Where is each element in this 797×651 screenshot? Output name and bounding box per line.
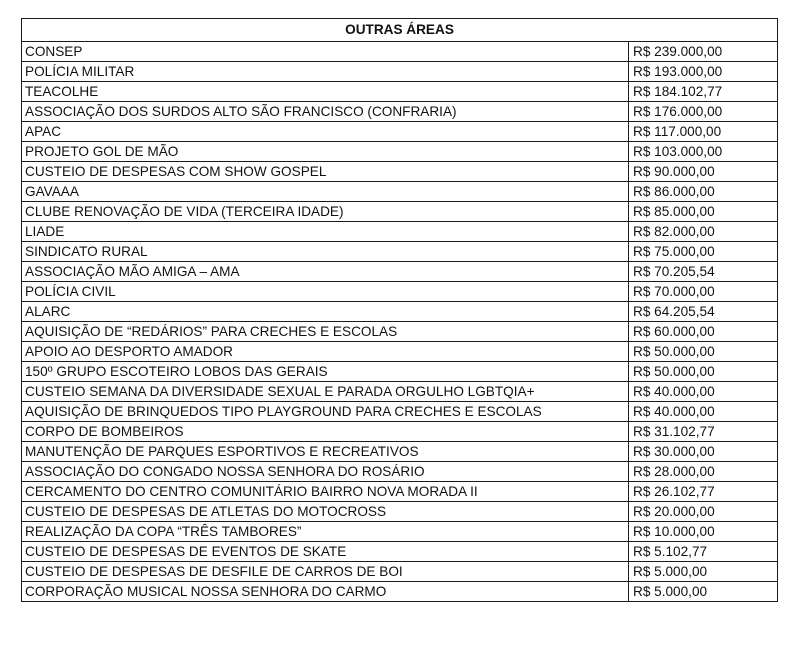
area-name: CERCAMENTO DO CENTRO COMUNITÁRIO BAIRRO NOVA MORADA II bbox=[22, 482, 629, 502]
area-name: CUSTEIO DE DESPESAS DE DESFILE DE CARROS DE BOI bbox=[22, 562, 629, 582]
area-value: R$ 64.205,54 bbox=[629, 302, 778, 322]
area-name: MANUTENÇÃO DE PARQUES ESPORTIVOS E RECREATIVOS bbox=[22, 442, 629, 462]
table-row bbox=[22, 42, 778, 62]
area-value: R$ 75.000,00 bbox=[629, 242, 778, 262]
table-row bbox=[22, 182, 778, 202]
table-row bbox=[22, 322, 778, 342]
table-body bbox=[22, 42, 778, 602]
table-row bbox=[22, 562, 778, 582]
area-value: R$ 85.000,00 bbox=[629, 202, 778, 222]
area-name: POLÍCIA CIVIL bbox=[22, 282, 629, 302]
table-row bbox=[22, 62, 778, 82]
table-row bbox=[22, 302, 778, 322]
area-name: CUSTEIO SEMANA DA DIVERSIDADE SEXUAL E PARADA ORGULHO LGBTQIA+ bbox=[22, 382, 629, 402]
area-name: CUSTEIO DE DESPESAS DE ATLETAS DO MOTOCROSS bbox=[22, 502, 629, 522]
area-name: SINDICATO RURAL bbox=[22, 242, 629, 262]
area-value: R$ 10.000,00 bbox=[629, 522, 778, 542]
table-row bbox=[22, 82, 778, 102]
area-value: R$ 70.205,54 bbox=[629, 262, 778, 282]
table-row bbox=[22, 342, 778, 362]
area-name: ASSOCIAÇÃO MÃO AMIGA – AMA bbox=[22, 262, 629, 282]
area-value: R$ 31.102,77 bbox=[629, 422, 778, 442]
area-name: REALIZAÇÃO DA COPA “TRÊS TAMBORES” bbox=[22, 522, 629, 542]
area-name: ASSOCIAÇÃO DOS SURDOS ALTO SÃO FRANCISCO (CONFRARIA) bbox=[22, 102, 629, 122]
area-name: CUSTEIO DE DESPESAS COM SHOW GOSPEL bbox=[22, 162, 629, 182]
area-name: TEACOLHE bbox=[22, 82, 629, 102]
area-value: R$ 239.000,00 bbox=[629, 42, 778, 62]
table-row bbox=[22, 442, 778, 462]
area-value: R$ 70.000,00 bbox=[629, 282, 778, 302]
area-value: R$ 26.102,77 bbox=[629, 482, 778, 502]
area-value: R$ 20.000,00 bbox=[629, 502, 778, 522]
area-name: APAC bbox=[22, 122, 629, 142]
area-name: ASSOCIAÇÃO DO CONGADO NOSSA SENHORA DO ROSÁRIO bbox=[22, 462, 629, 482]
area-value: R$ 30.000,00 bbox=[629, 442, 778, 462]
area-value: R$ 50.000,00 bbox=[629, 362, 778, 382]
table-row bbox=[22, 462, 778, 482]
area-name: CLUBE RENOVAÇÃO DE VIDA (TERCEIRA IDADE) bbox=[22, 202, 629, 222]
area-value: R$ 117.000,00 bbox=[629, 122, 778, 142]
area-name: ALARC bbox=[22, 302, 629, 322]
area-value: R$ 90.000,00 bbox=[629, 162, 778, 182]
area-value: R$ 176.000,00 bbox=[629, 102, 778, 122]
table-row bbox=[22, 142, 778, 162]
area-name: AQUISIÇÃO DE BRINQUEDOS TIPO PLAYGROUND PARA CRECHES E ESCOLAS bbox=[22, 402, 629, 422]
area-value: R$ 40.000,00 bbox=[629, 402, 778, 422]
area-value: R$ 86.000,00 bbox=[629, 182, 778, 202]
area-value: R$ 184.102,77 bbox=[629, 82, 778, 102]
area-value: R$ 40.000,00 bbox=[629, 382, 778, 402]
table-row bbox=[22, 242, 778, 262]
table-row bbox=[22, 102, 778, 122]
table-header-row bbox=[22, 19, 778, 42]
table-row bbox=[22, 422, 778, 442]
area-name: PROJETO GOL DE MÃO bbox=[22, 142, 629, 162]
table-title: OUTRAS ÁREAS bbox=[22, 19, 778, 42]
area-name: CUSTEIO DE DESPESAS DE EVENTOS DE SKATE bbox=[22, 542, 629, 562]
table-row bbox=[22, 282, 778, 302]
area-name: CORPORAÇÃO MUSICAL NOSSA SENHORA DO CARMO bbox=[22, 582, 629, 602]
document-sheet bbox=[21, 18, 778, 602]
area-name: 150º GRUPO ESCOTEIRO LOBOS DAS GERAIS bbox=[22, 362, 629, 382]
area-value: R$ 60.000,00 bbox=[629, 322, 778, 342]
table-row bbox=[22, 542, 778, 562]
area-name: CONSEP bbox=[22, 42, 629, 62]
area-value: R$ 5.000,00 bbox=[629, 582, 778, 602]
table-row bbox=[22, 122, 778, 142]
table-row bbox=[22, 582, 778, 602]
table-row bbox=[22, 362, 778, 382]
area-name: APOIO AO DESPORTO AMADOR bbox=[22, 342, 629, 362]
table-row bbox=[22, 482, 778, 502]
area-value: R$ 82.000,00 bbox=[629, 222, 778, 242]
table-row bbox=[22, 382, 778, 402]
area-name: GAVAAA bbox=[22, 182, 629, 202]
table-row bbox=[22, 502, 778, 522]
table-row bbox=[22, 522, 778, 542]
area-name: POLÍCIA MILITAR bbox=[22, 62, 629, 82]
table-row bbox=[22, 222, 778, 242]
area-name: CORPO DE BOMBEIROS bbox=[22, 422, 629, 442]
area-name: LIADE bbox=[22, 222, 629, 242]
area-value: R$ 5.000,00 bbox=[629, 562, 778, 582]
area-value: R$ 28.000,00 bbox=[629, 462, 778, 482]
area-value: R$ 50.000,00 bbox=[629, 342, 778, 362]
area-name: AQUISIÇÃO DE “REDÁRIOS” PARA CRECHES E ESCOLAS bbox=[22, 322, 629, 342]
table-row bbox=[22, 202, 778, 222]
outras-areas-table bbox=[21, 18, 778, 602]
area-value: R$ 5.102,77 bbox=[629, 542, 778, 562]
area-value: R$ 103.000,00 bbox=[629, 142, 778, 162]
table-row bbox=[22, 162, 778, 182]
area-value: R$ 193.000,00 bbox=[629, 62, 778, 82]
table-row bbox=[22, 262, 778, 282]
table-row bbox=[22, 402, 778, 422]
